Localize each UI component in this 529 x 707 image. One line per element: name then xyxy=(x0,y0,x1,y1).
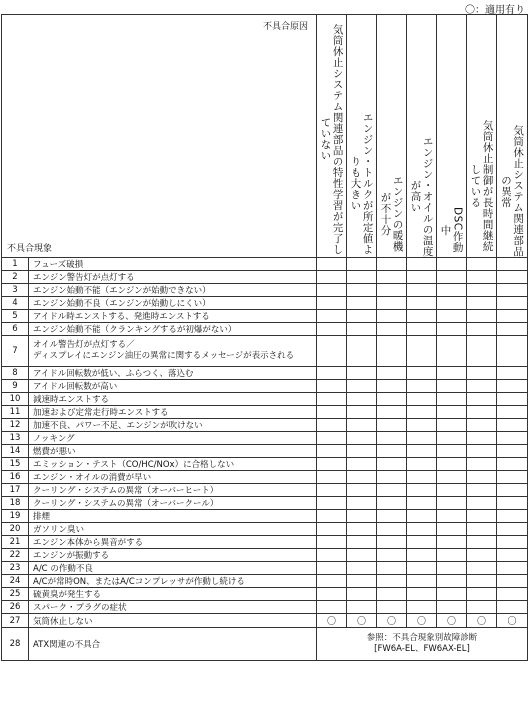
applicability-cell xyxy=(467,445,497,458)
reference-note: 参照：不具合現象別故障診断 [FW6A-EL、FW6AX-EL] xyxy=(317,628,528,661)
applicability-cell xyxy=(347,445,377,458)
row-number: 2 xyxy=(2,271,29,284)
applicability-cell xyxy=(347,406,377,419)
applicability-cell xyxy=(437,432,467,445)
applicability-cell xyxy=(467,310,497,323)
applicability-cell xyxy=(377,310,407,323)
applicability-cell xyxy=(467,323,497,336)
applicability-cell xyxy=(437,510,467,523)
applicability-cell xyxy=(407,284,437,297)
applicability-cell xyxy=(437,484,467,497)
applicability-cell xyxy=(317,310,347,323)
table-row xyxy=(2,471,528,484)
applicability-cell xyxy=(407,367,437,380)
applicability-cell xyxy=(497,510,528,523)
symptom-text: アイドル回転数が高い xyxy=(29,380,317,393)
symptom-text: エンジンが振動する xyxy=(29,549,317,562)
applicability-cell xyxy=(317,575,347,588)
symptom-text: 気筒休止しない xyxy=(29,614,317,628)
table-row xyxy=(2,562,528,575)
applicability-cell xyxy=(437,323,467,336)
applicability-cell xyxy=(347,523,377,536)
applicability-cell xyxy=(407,497,437,510)
applicability-cell xyxy=(497,471,528,484)
applicability-cell xyxy=(317,271,347,284)
applicability-cell xyxy=(467,393,497,406)
applicability-cell xyxy=(437,601,467,614)
applicability-cell xyxy=(377,484,407,497)
row-number: 14 xyxy=(2,445,29,458)
applicability-cell xyxy=(347,271,377,284)
applicability-cell xyxy=(437,549,467,562)
symptom-text: A/Cが常時ON、またはA/Cコンプレッサが作動し続ける xyxy=(29,575,317,588)
applicability-cell xyxy=(437,575,467,588)
applicability-cell xyxy=(317,367,347,380)
applicability-cell xyxy=(497,310,528,323)
row-number: 20 xyxy=(2,523,29,536)
applicability-cell xyxy=(407,380,437,393)
table-row xyxy=(2,536,528,549)
applicability-cell xyxy=(317,323,347,336)
table-row xyxy=(2,258,528,271)
applicability-cell xyxy=(377,562,407,575)
applicability-cell xyxy=(467,536,497,549)
applicability-cell xyxy=(407,536,437,549)
applicability-cell xyxy=(347,297,377,310)
applicability-cell xyxy=(317,484,347,497)
applicability-cell xyxy=(437,458,467,471)
applicability-cell xyxy=(347,549,377,562)
applicability-cell xyxy=(497,297,528,310)
applicability-cell xyxy=(497,575,528,588)
row-number: 5 xyxy=(2,310,29,323)
applicability-cell xyxy=(467,406,497,419)
applicability-cell xyxy=(497,562,528,575)
applicability-cell xyxy=(437,380,467,393)
applicability-cell xyxy=(467,575,497,588)
table-row xyxy=(2,367,528,380)
applicability-cell xyxy=(497,523,528,536)
applicability-cell xyxy=(407,588,437,601)
symptom-text: アイドル回転数が低い、ふらつく、落込む xyxy=(29,367,317,380)
applicability-cell xyxy=(497,367,528,380)
row-number: 18 xyxy=(2,497,29,510)
symptom-text: エミッション・テスト（CO/HC/NOx）に合格しない xyxy=(29,458,317,471)
applicability-cell xyxy=(347,588,377,601)
applicability-cell xyxy=(467,271,497,284)
applicability-cell: 〇 xyxy=(377,614,407,628)
row-number: 9 xyxy=(2,380,29,393)
symptom-text: A/C の作動不良 xyxy=(29,562,317,575)
applicability-cell xyxy=(437,258,467,271)
applicability-cell xyxy=(347,336,377,367)
row-number: 21 xyxy=(2,536,29,549)
applicability-cell xyxy=(407,336,437,367)
applicability-cell xyxy=(347,497,377,510)
applicability-cell xyxy=(407,271,437,284)
row-number: 26 xyxy=(2,601,29,614)
applicability-cell xyxy=(377,419,407,432)
symptom-text: クーリング・システムの異常（オーバーヒート） xyxy=(29,484,317,497)
applicability-cell xyxy=(347,536,377,549)
applicability-cell xyxy=(347,258,377,271)
applicability-cell xyxy=(497,336,528,367)
table-row xyxy=(2,297,528,310)
applicability-cell xyxy=(437,536,467,549)
table-row xyxy=(2,497,528,510)
applicability-cell: 〇 xyxy=(407,614,437,628)
applicability-cell xyxy=(407,523,437,536)
applicability-cell xyxy=(437,367,467,380)
applicability-cell xyxy=(497,497,528,510)
table-row xyxy=(2,432,528,445)
applicability-cell: 〇 xyxy=(467,614,497,628)
row-number: 17 xyxy=(2,484,29,497)
applicability-cell xyxy=(467,523,497,536)
applicability-cell xyxy=(437,471,467,484)
symptom-text: エンジン・オイルの消費が早い xyxy=(29,471,317,484)
applicability-cell xyxy=(347,458,377,471)
row-number: 7 xyxy=(2,336,29,367)
table-row xyxy=(2,549,528,562)
applicability-cell xyxy=(317,601,347,614)
applicability-cell xyxy=(377,575,407,588)
applicability-cell xyxy=(377,588,407,601)
applicability-cell xyxy=(467,471,497,484)
applicability-cell xyxy=(317,297,347,310)
applicability-cell xyxy=(467,458,497,471)
legend-text: 〇：適用有り xyxy=(465,5,525,16)
row-number: 16 xyxy=(2,471,29,484)
applicability-cell xyxy=(347,562,377,575)
applicability-cell xyxy=(347,393,377,406)
applicability-cell xyxy=(347,601,377,614)
column-header-2: エンジン・トルクが所定値よりも大きい xyxy=(347,15,377,258)
table-row xyxy=(2,510,528,523)
symptom-text: 硫黄臭が発生する xyxy=(29,588,317,601)
row-number: 15 xyxy=(2,458,29,471)
applicability-cell xyxy=(497,380,528,393)
row-number: 28 xyxy=(2,628,29,661)
symptom-text: エンジン警告灯が点灯する xyxy=(29,271,317,284)
table-row xyxy=(2,393,528,406)
applicability-cell xyxy=(437,419,467,432)
applicability-cell xyxy=(317,419,347,432)
column-header-4: エンジン・オイルの温度が高い xyxy=(407,15,437,258)
table-row xyxy=(2,458,528,471)
row-number: 10 xyxy=(2,393,29,406)
applicability-cell xyxy=(497,393,528,406)
applicability-cell xyxy=(317,284,347,297)
table-row xyxy=(2,310,528,323)
table-row xyxy=(2,323,528,336)
phenomenon-label: 不具合現象 xyxy=(7,244,53,254)
table-row xyxy=(2,628,528,661)
applicability-cell xyxy=(377,367,407,380)
row-number: 24 xyxy=(2,575,29,588)
applicability-cell xyxy=(377,536,407,549)
symptom-text: ATX関連の不具合 xyxy=(29,628,317,661)
applicability-cell xyxy=(347,310,377,323)
applicability-cell xyxy=(347,484,377,497)
table-row xyxy=(2,588,528,601)
applicability-cell xyxy=(437,406,467,419)
applicability-cell xyxy=(497,271,528,284)
row-number: 13 xyxy=(2,432,29,445)
row-number: 22 xyxy=(2,549,29,562)
applicability-cell xyxy=(467,601,497,614)
applicability-cell xyxy=(437,588,467,601)
applicability-cell xyxy=(347,432,377,445)
row-number: 25 xyxy=(2,588,29,601)
symptom-text: オイル警告灯が点灯する／ ディスプレイにエンジン油圧の異常に関するメッセージが表示される xyxy=(29,336,317,367)
applicability-cell xyxy=(347,367,377,380)
applicability-cell xyxy=(407,432,437,445)
table-row xyxy=(2,484,528,497)
applicability-cell xyxy=(377,510,407,523)
applicability-cell xyxy=(377,497,407,510)
applicability-cell xyxy=(377,380,407,393)
applicability-cell xyxy=(407,575,437,588)
applicability-cell xyxy=(407,445,437,458)
applicability-cell xyxy=(377,323,407,336)
applicability-cell xyxy=(347,323,377,336)
applicability-cell xyxy=(407,393,437,406)
applicability-cell xyxy=(467,258,497,271)
applicability-cell xyxy=(347,284,377,297)
symptom-text: スパーク・プラグの症状 xyxy=(29,601,317,614)
applicability-cell xyxy=(437,562,467,575)
applicability-cell xyxy=(377,432,407,445)
applicability-cell xyxy=(467,284,497,297)
table-row xyxy=(2,614,528,628)
column-header-1: 気筒休止システム関連部品の特性学習が完了していない xyxy=(317,15,347,258)
applicability-cell xyxy=(317,549,347,562)
applicability-cell xyxy=(467,497,497,510)
applicability-cell xyxy=(347,510,377,523)
applicability-cell xyxy=(317,497,347,510)
applicability-cell xyxy=(407,601,437,614)
applicability-cell xyxy=(497,284,528,297)
applicability-cell xyxy=(407,310,437,323)
applicability-cell xyxy=(437,284,467,297)
applicability-cell xyxy=(467,588,497,601)
applicability-cell xyxy=(467,380,497,393)
applicability-cell xyxy=(377,258,407,271)
symptom-text: アイドル時エンストする、発進時エンストする xyxy=(29,310,317,323)
applicability-cell xyxy=(347,575,377,588)
applicability-cell xyxy=(497,419,528,432)
applicability-cell xyxy=(437,445,467,458)
applicability-cell xyxy=(467,297,497,310)
symptom-text: エンジン始動不良（エンジンが始動しにくい） xyxy=(29,297,317,310)
applicability-cell: 〇 xyxy=(437,614,467,628)
row-number: 19 xyxy=(2,510,29,523)
applicability-cell xyxy=(317,562,347,575)
applicability-cell xyxy=(377,523,407,536)
applicability-cell xyxy=(437,297,467,310)
applicability-cell xyxy=(347,380,377,393)
symptom-text: 加速不良、パワー不足、エンジンが吹けない xyxy=(29,419,317,432)
applicability-cell xyxy=(317,588,347,601)
symptom-text: 加速および定常走行時エンストする xyxy=(29,406,317,419)
applicability-cell xyxy=(377,445,407,458)
applicability-cell xyxy=(467,549,497,562)
symptom-text: ノッキング xyxy=(29,432,317,445)
applicability-cell xyxy=(497,588,528,601)
table-row xyxy=(2,575,528,588)
table-row xyxy=(2,445,528,458)
applicability-cell xyxy=(497,432,528,445)
applicability-cell xyxy=(377,471,407,484)
row-number: 1 xyxy=(2,258,29,271)
applicability-cell xyxy=(497,549,528,562)
applicability-cell xyxy=(497,484,528,497)
applicability-cell xyxy=(407,323,437,336)
column-header-7: 気筒休止システム関連部品の異常 xyxy=(497,15,528,258)
applicability-cell xyxy=(407,419,437,432)
table-row xyxy=(2,380,528,393)
applicability-cell xyxy=(497,323,528,336)
applicability-cell xyxy=(377,284,407,297)
applicability-cell xyxy=(467,562,497,575)
applicability-cell xyxy=(437,523,467,536)
applicability-cell xyxy=(467,419,497,432)
applicability-cell xyxy=(317,380,347,393)
applicability-cell: 〇 xyxy=(497,614,528,628)
applicability-cell xyxy=(407,406,437,419)
applicability-cell xyxy=(377,601,407,614)
applicability-cell xyxy=(467,484,497,497)
symptom-text: エンジン始動不能（クランキングするが初爆がない） xyxy=(29,323,317,336)
applicability-cell xyxy=(407,471,437,484)
applicability-cell xyxy=(407,562,437,575)
applicability-cell xyxy=(407,458,437,471)
applicability-cell xyxy=(467,432,497,445)
header-corner-cell xyxy=(2,15,317,258)
applicability-cell xyxy=(437,310,467,323)
row-number: 6 xyxy=(2,323,29,336)
applicability-cell xyxy=(317,432,347,445)
applicability-cell xyxy=(407,510,437,523)
symptom-text: エンジン本体から異音がする xyxy=(29,536,317,549)
applicability-cell xyxy=(497,601,528,614)
symptom-text: 排煙 xyxy=(29,510,317,523)
row-number: 27 xyxy=(2,614,29,628)
applicability-cell xyxy=(317,523,347,536)
table-row xyxy=(2,406,528,419)
applicability-cell: 〇 xyxy=(317,614,347,628)
applicability-cell xyxy=(317,536,347,549)
applicability-cell: 〇 xyxy=(347,614,377,628)
applicability-cell xyxy=(317,445,347,458)
table-row xyxy=(2,336,528,367)
applicability-cell xyxy=(317,406,347,419)
applicability-cell xyxy=(467,336,497,367)
applicability-cell xyxy=(377,406,407,419)
applicability-cell xyxy=(437,271,467,284)
applicability-cell xyxy=(377,393,407,406)
symptom-text: フューズ破損 xyxy=(29,258,317,271)
column-header-3: エンジンの暖機が不十分 xyxy=(377,15,407,258)
table-row xyxy=(2,419,528,432)
symptom-text: エンジン始動不能（エンジンが始動できない） xyxy=(29,284,317,297)
applicability-cell xyxy=(377,297,407,310)
applicability-cell xyxy=(407,258,437,271)
applicability-cell xyxy=(347,419,377,432)
row-number: 8 xyxy=(2,367,29,380)
applicability-cell xyxy=(347,471,377,484)
applicability-cell xyxy=(377,458,407,471)
cause-label: 不具合原因 xyxy=(262,22,308,32)
applicability-cell xyxy=(497,458,528,471)
symptom-text: 燃費が悪い xyxy=(29,445,317,458)
applicability-cell xyxy=(407,549,437,562)
applicability-cell xyxy=(377,336,407,367)
column-header-6: 気筒休止制御が長時間継続している xyxy=(467,15,497,258)
applicability-cell xyxy=(377,549,407,562)
applicability-cell xyxy=(317,393,347,406)
applicability-cell xyxy=(437,497,467,510)
applicability-cell xyxy=(317,258,347,271)
table-row xyxy=(2,523,528,536)
applicability-cell xyxy=(497,406,528,419)
applicability-cell xyxy=(497,445,528,458)
applicability-cell xyxy=(317,458,347,471)
row-number: 11 xyxy=(2,406,29,419)
applicability-cell xyxy=(317,510,347,523)
applicability-cell xyxy=(467,510,497,523)
applicability-cell xyxy=(497,536,528,549)
fault-matrix-table xyxy=(1,14,528,661)
symptom-text: クーリング・システムの異常（オーバークール） xyxy=(29,497,317,510)
row-number: 12 xyxy=(2,419,29,432)
column-header-5: DSC作動中 xyxy=(437,15,467,258)
applicability-cell xyxy=(467,367,497,380)
table-row xyxy=(2,284,528,297)
applicability-cell xyxy=(317,471,347,484)
row-number: 4 xyxy=(2,297,29,310)
table-row xyxy=(2,271,528,284)
applicability-cell xyxy=(437,393,467,406)
applicability-cell xyxy=(407,297,437,310)
applicability-cell xyxy=(437,336,467,367)
applicability-cell xyxy=(407,484,437,497)
applicability-cell xyxy=(377,271,407,284)
applicability-cell xyxy=(317,336,347,367)
header-row xyxy=(2,15,528,258)
table-row xyxy=(2,601,528,614)
symptom-text: 減速時エンストする xyxy=(29,393,317,406)
symptom-text: ガソリン臭い xyxy=(29,523,317,536)
row-number: 23 xyxy=(2,562,29,575)
row-number: 3 xyxy=(2,284,29,297)
applicability-cell xyxy=(497,258,528,271)
